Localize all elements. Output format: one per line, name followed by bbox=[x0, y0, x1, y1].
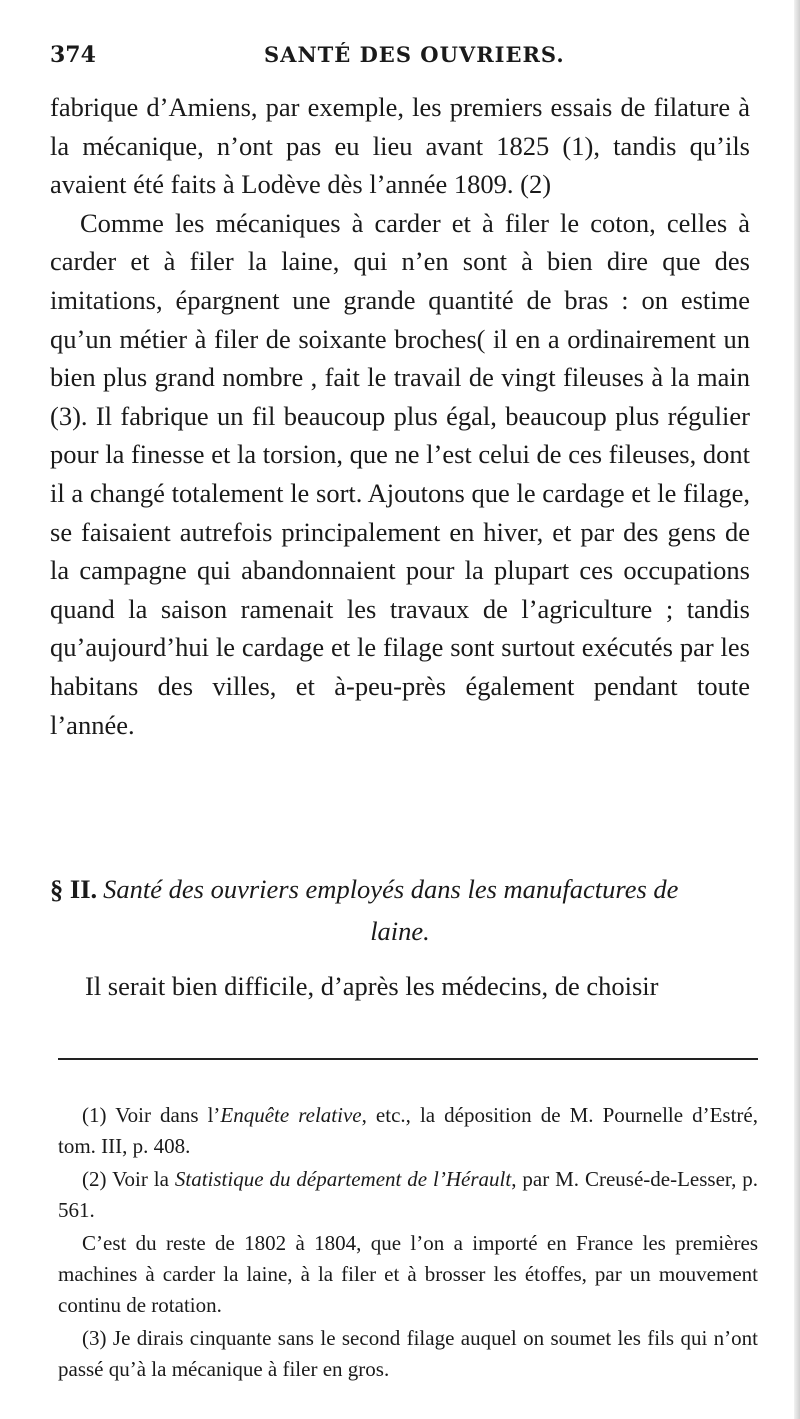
footnote-2-title: Statistique du département de l’Hérault bbox=[174, 1167, 512, 1191]
paragraph-mechanics: Comme les mécaniques à carder et à filer le coton, celles à carder et à filer la laine, qui n’en sont à bien dire que des imitations, épargnent une grande quantité de bras : on estime qu’un métier à filer de soixante broches( il en a ordinairement un bien plus grand nombre , fait le travail de vingt fileuses à la main (3). Il fabrique un fil beaucoup plus égal, beaucoup plus régulier pour la finesse et la torsion, que ne l’est celui de ces fileuses, dont il a changé totalement le sort. Ajoutons que le cardage et le filage, se faisaient autrefois principalement en hiver, et par des gens de la campagne qui abandonnaient pour la plupart ces occupations quand la saison ramenait les travaux de l’agriculture ; tandis qu’aujourd’hui le cardage et le filage sont surtout exécutés par les habitans des villes, et à-peu-près également pendant toute l’année. bbox=[50, 207, 750, 740]
footnote-3-marker: (3) bbox=[82, 1326, 107, 1350]
page-edge-shadow bbox=[794, 0, 800, 1419]
section-heading bbox=[50, 868, 750, 952]
footnotes bbox=[58, 1100, 758, 1387]
page-number: 374 bbox=[50, 42, 96, 68]
footnote-2: (2) Voir la Statistique du département de l’Hérault, par M. Creusé-de-Lesser, p. 561. bbox=[58, 1167, 758, 1222]
footnote-1: (1) Voir dans l’Enquête relative, etc., la déposition de M. Pournelle d’Estré, tom. III, p. 408. bbox=[58, 1103, 758, 1158]
footnote-1-marker: (1) bbox=[82, 1103, 107, 1127]
paragraph-continuation: fabrique d’Amiens, par exemple, les premiers essais de filature à la mécanique, n’ont pas eu lieu avant 1825 (1), tandis qu’ils avaient été faits à Lodève dès l’année 1809. (2) bbox=[50, 92, 750, 200]
page-header bbox=[50, 42, 750, 76]
footnote-rule bbox=[58, 1058, 758, 1060]
paragraph-health: Il serait bien difficile, d’après les médecins, de choisir bbox=[85, 971, 659, 1001]
running-head: SANTÉ DES OUVRIERS. bbox=[264, 42, 565, 67]
section-title-end: laine. bbox=[370, 916, 430, 946]
section-number: § II. bbox=[50, 874, 98, 904]
main-text bbox=[50, 88, 750, 744]
footnote-1-title: Enquête relative bbox=[220, 1103, 362, 1127]
footnote-2-marker: (2) bbox=[82, 1167, 107, 1191]
section-heading-line-1 bbox=[50, 868, 750, 910]
section-title: Santé des ouvriers employés dans les manufactures de bbox=[103, 874, 679, 904]
footnote-3: (3) Je dirais cinquante sans le second filage auquel on soumet les fils qui n’ont passé qu’à la mécanique à filer en gros. bbox=[58, 1326, 759, 1381]
footnote-2-continuation: C’est du reste de 1802 à 1804, que l’on a importé en France les premières machines à carder la laine, à la filer et à brosser les étoffes, par un mouvement continu de rotation. bbox=[58, 1231, 758, 1317]
